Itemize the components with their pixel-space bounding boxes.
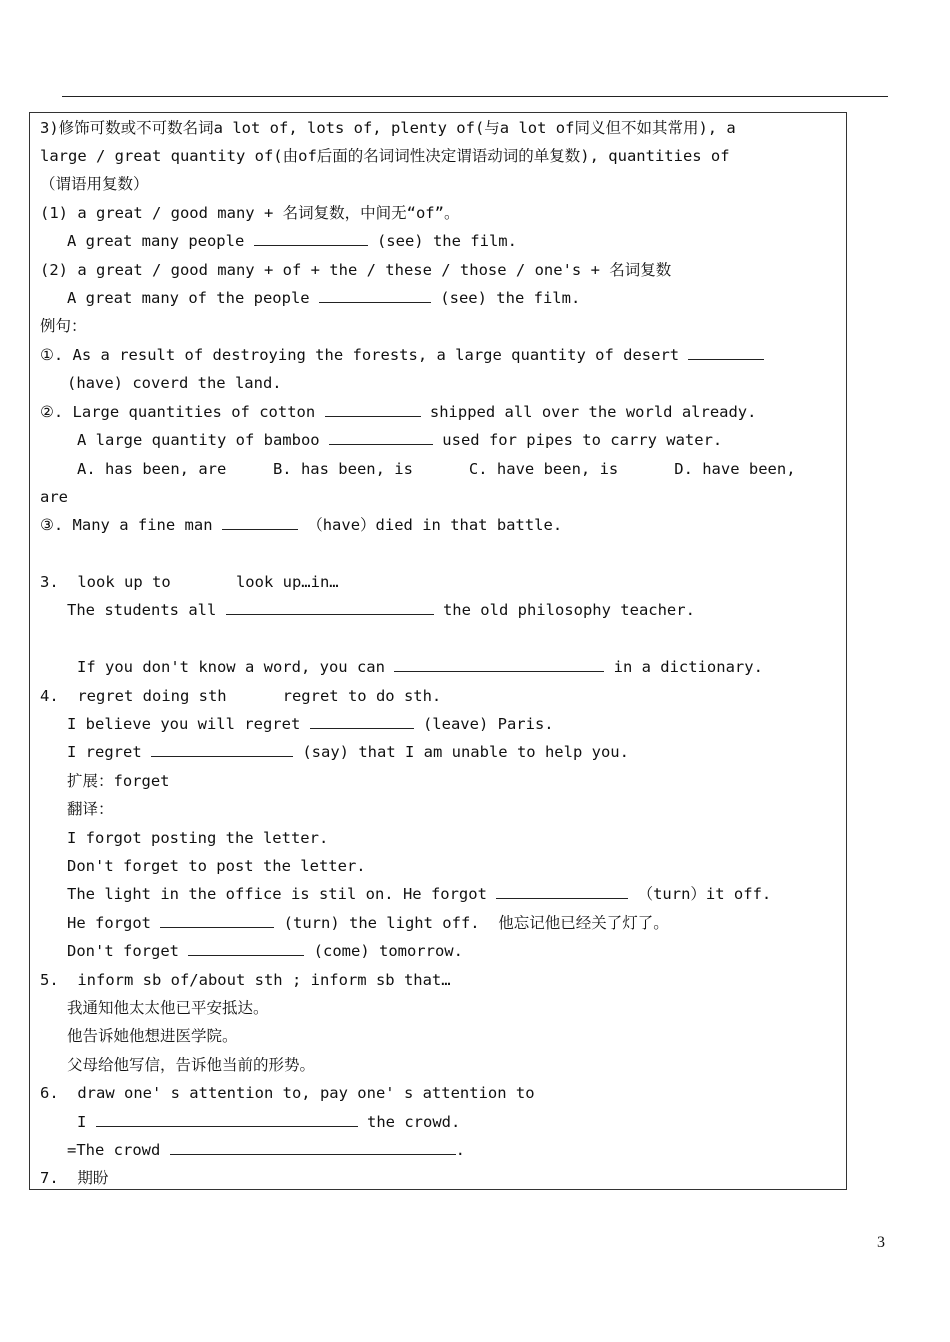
section-label: 例句：: [40, 317, 87, 335]
exercise-text: (turn) the light off. 他忘记他已经关了灯了。: [274, 914, 669, 932]
exercise-text: used for pipes to carry water.: [432, 431, 723, 449]
exercise-text: ③. Many a fine man: [40, 516, 222, 534]
exercise-text: ②. Large quantities of cotton: [40, 403, 325, 421]
text-line: large / great quantity of(由of后面的名词词性决定谓语动词的单复数), quantities of: [40, 147, 730, 165]
text-line: 扩展：forget: [67, 772, 170, 790]
exercise-text: He forgot: [67, 914, 161, 932]
exercise-text: A great many of the people: [67, 289, 319, 307]
text-line: 3)修饰可数或不可数名词a lot of, lots of, plenty of(与a lot of同义但不如其常用), a: [40, 119, 736, 137]
item-heading: 6. draw one' s attention to, pay one' s attention to: [40, 1084, 535, 1102]
answer-blank[interactable]: [188, 941, 304, 956]
answer-blank[interactable]: [96, 1112, 358, 1127]
answer-blank[interactable]: [310, 714, 414, 729]
answer-blank[interactable]: [319, 288, 431, 303]
page-number: 3: [877, 1234, 885, 1251]
exercise-line: [67, 714, 554, 734]
exercise-text: ①. As a result of destroying the forests, a large quantity of desert: [40, 346, 689, 364]
answer-blank[interactable]: [254, 231, 368, 246]
exercise-text: Don't forget: [67, 942, 189, 960]
exercise-text: (see) the film.: [430, 289, 581, 307]
item-heading: 7. 期盼: [40, 1169, 109, 1187]
exercise-line: [67, 913, 669, 933]
exercise-text: The students all: [67, 601, 226, 619]
text-line: 他告诉她他想进医学院。: [67, 1027, 238, 1045]
exercise-text: (say) that I am unable to help you.: [293, 743, 629, 761]
item-heading: 4. regret doing sth regret to do sth.: [40, 687, 442, 705]
answer-blank[interactable]: [329, 430, 433, 445]
text-line: Don't forget to post the letter.: [67, 857, 366, 875]
choice-options: A. has been, are B. has been, is C. have been, is D. have been,: [77, 460, 796, 478]
exercise-line: [40, 515, 562, 535]
text-line: are: [40, 488, 68, 506]
text-line: (have) coverd the land.: [67, 374, 282, 392]
text-line: (2) a great / good many + of + the / these / those / one's + 名词复数: [40, 261, 672, 279]
answer-blank[interactable]: [325, 402, 421, 417]
answer-blank[interactable]: [160, 913, 274, 928]
exercise-line: [40, 345, 764, 365]
exercise-line: [40, 402, 756, 422]
header-rule: [62, 96, 888, 97]
exercise-text: A large quantity of bamboo: [77, 431, 329, 449]
answer-blank[interactable]: [688, 345, 764, 360]
exercise-text: shipped all over the world already.: [420, 403, 757, 421]
exercise-text: in a dictionary.: [604, 658, 763, 676]
exercise-text: I: [77, 1113, 96, 1131]
text-line: 父母给他写信，告诉他当前的形势。: [67, 1056, 316, 1074]
exercise-line: [67, 1140, 465, 1160]
exercise-text: I believe you will regret: [67, 715, 310, 733]
item-heading: 5. inform sb of/about sth ; inform sb that…: [40, 971, 451, 989]
exercise-line: [77, 657, 763, 677]
exercise-line: [77, 430, 722, 450]
exercise-text: （turn）it off.: [628, 885, 772, 903]
answer-blank[interactable]: [151, 742, 293, 757]
exercise-text: =The crowd: [67, 1141, 170, 1159]
text-line: （谓语用复数）: [40, 175, 149, 193]
exercise-text: (leave) Paris.: [413, 715, 554, 733]
exercise-text: the old philosophy teacher.: [433, 601, 695, 619]
exercise-text: If you don't know a word, you can: [77, 658, 395, 676]
exercise-line: [67, 231, 517, 251]
text-line: 翻译：: [67, 800, 114, 818]
exercise-line: [67, 742, 629, 762]
exercise-line: [77, 1112, 460, 1132]
item-heading: 3. look up to look up…in…: [40, 573, 339, 591]
exercise-text: (come) tomorrow.: [304, 942, 463, 960]
exercise-text: I regret: [67, 743, 151, 761]
answer-blank[interactable]: [222, 515, 298, 530]
exercise-text: A great many people: [67, 232, 254, 250]
text-line: 我通知他太太他已平安抵达。: [67, 999, 269, 1017]
text-line: (1) a great / good many + 名词复数，中间无“of”。: [40, 204, 460, 222]
text-line: I forgot posting the letter.: [67, 829, 329, 847]
exercise-text: the crowd.: [357, 1113, 461, 1131]
exercise-line: [67, 288, 580, 308]
answer-blank[interactable]: [170, 1140, 456, 1155]
answer-blank[interactable]: [394, 657, 604, 672]
exercise-text: The light in the office is stil on. He forgot: [67, 885, 497, 903]
answer-blank[interactable]: [226, 600, 434, 615]
exercise-text: (see) the film.: [367, 232, 517, 250]
exercise-line: [67, 941, 463, 961]
exercise-line: [67, 600, 695, 620]
answer-blank[interactable]: [496, 884, 628, 899]
exercise-text: （have）died in that battle.: [297, 516, 563, 534]
exercise-text: .: [455, 1141, 465, 1159]
exercise-line: [67, 884, 771, 904]
